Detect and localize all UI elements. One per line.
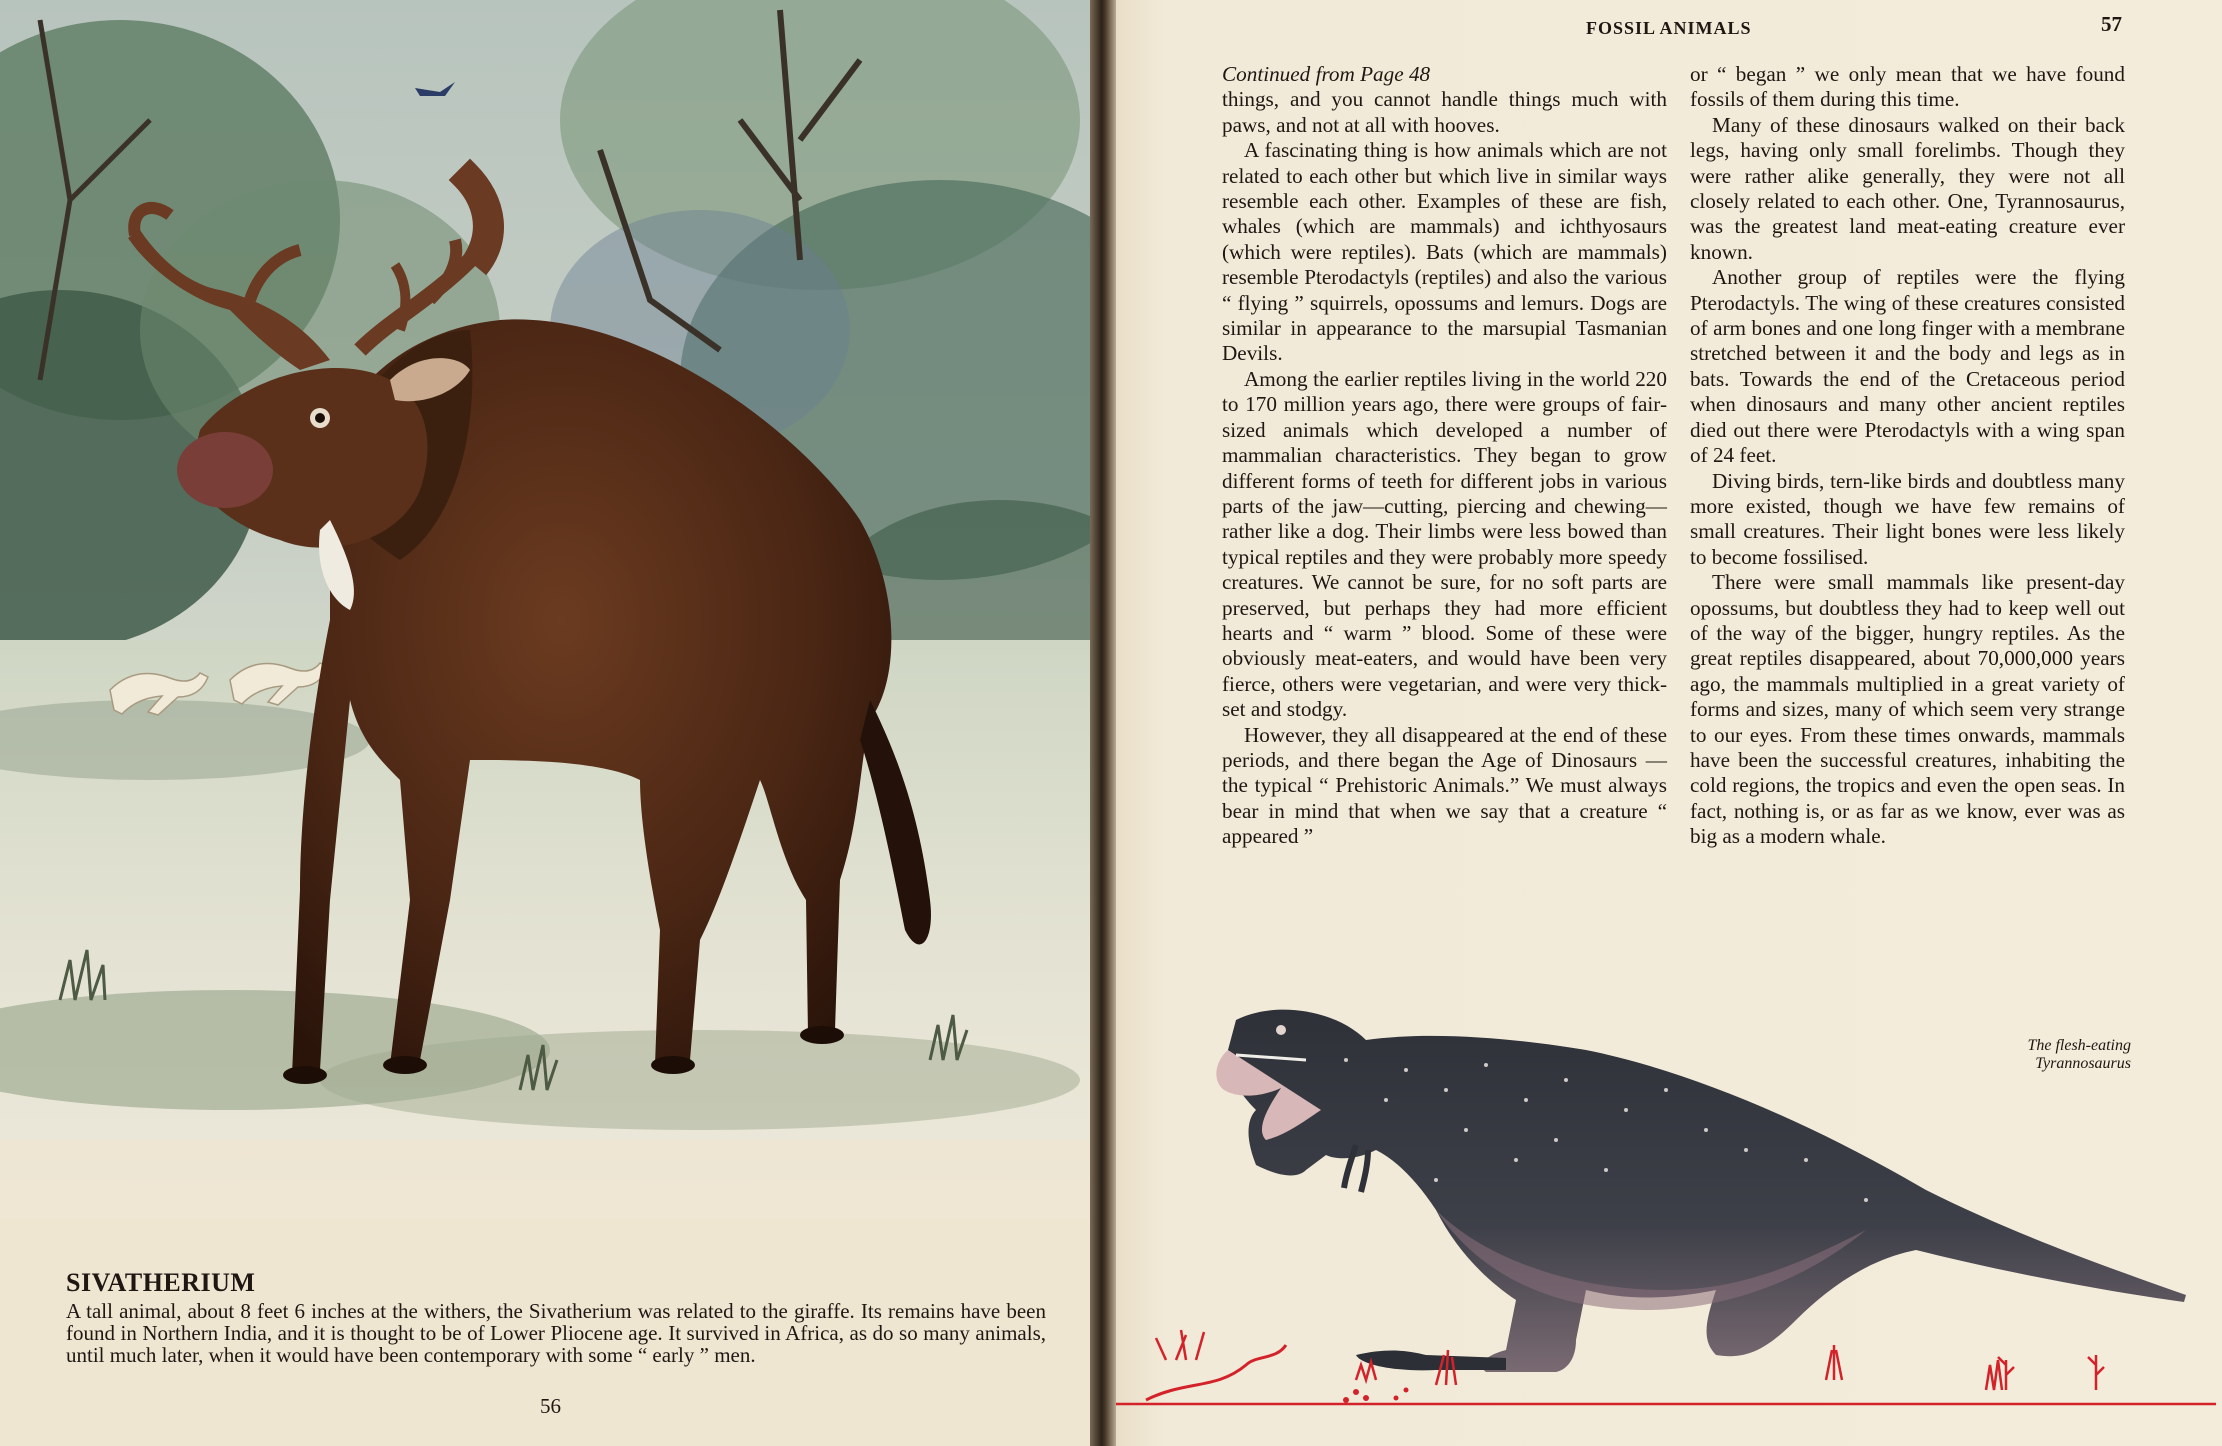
caption-line: The flesh-eating (2027, 1037, 2131, 1054)
illustration-caption (66, 1268, 1046, 1366)
right-page (1106, 0, 2222, 1446)
text-column-2 (1690, 62, 2125, 850)
paragraph: things, and you cannot handle things much with paws, and not at all with hooves. (1222, 87, 1667, 137)
left-page (0, 0, 1100, 1446)
paragraph: Another group of reptiles were the flying Pterodactyls. The wing of these creatures consisted of arm bones and one long finger with a membrane stretched between it and the body and legs as in bats. Towards the end of the Cretaceous period when dinosaurs and many other ancient reptiles died out there were Pterodactyls with a wing span of 24 feet. (1690, 265, 2125, 468)
paragraph: Many of these dinosaurs walked on their back legs, having only small forelimbs. Though they were rather alike generally, they were not all closely related to each other. One, Tyrannosaurus, was the greatest land meat-eating creature ever known. (1690, 112, 2125, 264)
page-number-right: 57 (2101, 12, 2122, 36)
paragraph: or “ began ” we only mean that we have found fossils of them during this time. (1690, 62, 2125, 112)
sivatherium-illustration (0, 0, 1100, 1218)
page-number-left: 56 (540, 1394, 561, 1418)
tyrannosaurus-caption (1941, 1037, 2131, 1073)
caption-line: Tyrannosaurus (2035, 1055, 2131, 1072)
paragraph: A fascinating thing is how animals which are not related to each other but which live in similar ways resemble each other. Examples of these are fish, whales (which are mammals) and ichthyosaurs (which were reptiles). Bats (which are mammals) resemble Pterodactyls (reptiles) and also the various “ flying ” squirrels, opossums and lemurs. Dogs are similar in appearance to the marsupial Tasmanian Devils. (1222, 138, 1667, 366)
paragraph: Diving birds, tern-like birds and doubtless many more existed, though we have few remains of small creatures. Their light bones were less likely to become fossilised. (1690, 468, 2125, 569)
continued-label: Continued from Page 48 (1222, 62, 1431, 86)
caption-title: SIVATHERIUM (66, 1268, 256, 1297)
text-column-1 (1222, 62, 1667, 850)
paragraph: Among the earlier reptiles living in the world 220 to 170 million years ago, there were groups of fair-sized animals which developed a number of mammalian characteristics. They began to grow different forms of teeth for different jobs in various parts of the jaw—cutting, piercing and chewing—rather like a dog. Their limbs were less bowed than typical reptiles and they were probably more speedy creatures. We cannot be sure, for no soft parts are preserved, but perhaps they had more efficient hearts and “ warm ” blood. Some of these were obviously meat-eaters, and would have been very fierce, others were vegetarian, and were very thick-set and stodgy. (1222, 366, 1667, 722)
running-head: FOSSIL ANIMALS (1586, 18, 1752, 38)
tyrannosaurus-illustration (1106, 960, 2222, 1446)
book-gutter (1090, 0, 1116, 1446)
paragraph: There were small mammals like present-day opossums, but doubtless they had to keep well out of the way of the bigger, hungry reptiles. As the great reptiles disappeared, about 70,000,000 years ago, the mammals multiplied in a great variety of forms and sizes, many of which seem very strange to our eyes. From these times onwards, mammals have been the successful creatures, inhabiting the cold regions, the tropics and even the open seas. In fact, nothing is, or as far as we know, ever was as big as a modern whale. (1690, 570, 2125, 849)
paragraph: However, they all disappeared at the end of these periods, and there began the Age of Dinosaurs — the typical “ Prehistoric Animals.” We must always bear in mind that when we say that a creature “ appeared ” (1222, 722, 1667, 849)
caption-text: A tall animal, about 8 feet 6 inches at the withers, the Sivatherium was related to the giraffe. Its remains have been found in Northern India, and it is thought to be of Lower Pliocene age. It survived in Africa, as do so many animals, until much later, when it would have been contemporary with some “ early ” men. (66, 1299, 1046, 1367)
